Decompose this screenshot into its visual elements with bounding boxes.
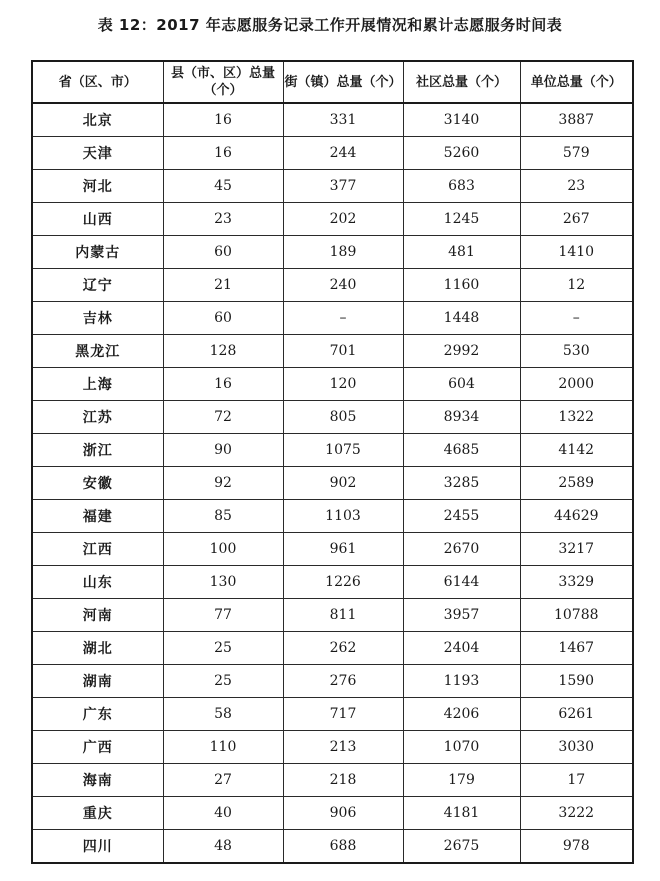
cell-street-total: 244 [283, 137, 403, 170]
table-row [32, 764, 633, 797]
cell-community-total: 683 [403, 170, 520, 203]
cell-county-total: 100 [163, 533, 283, 566]
table-row [32, 170, 633, 203]
header-region: 省（区、市） [32, 61, 163, 103]
table-row [32, 269, 633, 302]
table-row [32, 368, 633, 401]
cell-unit-total: 23 [520, 170, 633, 203]
cell-county-total: 16 [163, 137, 283, 170]
cell-street-total: 331 [283, 103, 403, 137]
cell-unit-total: 6261 [520, 698, 633, 731]
table-row [32, 797, 633, 830]
header-community-total: 社区总量（个） [403, 61, 520, 103]
header-street-total: 街（镇）总量（个） [283, 61, 403, 103]
table-row [32, 467, 633, 500]
cell-street-total: 240 [283, 269, 403, 302]
cell-county-total: 85 [163, 500, 283, 533]
cell-unit-total: 3217 [520, 533, 633, 566]
cell-county-total: 60 [163, 236, 283, 269]
cell-unit-total: 12 [520, 269, 633, 302]
cell-community-total: 1193 [403, 665, 520, 698]
cell-region: 天津 [32, 137, 163, 170]
cell-county-total: 48 [163, 830, 283, 864]
cell-community-total: 4685 [403, 434, 520, 467]
table-row [32, 533, 633, 566]
cell-region: 河南 [32, 599, 163, 632]
cell-county-total: 110 [163, 731, 283, 764]
cell-region: 上海 [32, 368, 163, 401]
cell-community-total: 3957 [403, 599, 520, 632]
cell-community-total: 1448 [403, 302, 520, 335]
cell-county-total: 92 [163, 467, 283, 500]
table-row [32, 500, 633, 533]
cell-community-total: 604 [403, 368, 520, 401]
cell-street-total: 902 [283, 467, 403, 500]
cell-unit-total: 579 [520, 137, 633, 170]
cell-county-total: 25 [163, 665, 283, 698]
cell-region: 江苏 [32, 401, 163, 434]
table-row [32, 665, 633, 698]
cell-region: 内蒙古 [32, 236, 163, 269]
cell-street-total: 1103 [283, 500, 403, 533]
cell-county-total: 60 [163, 302, 283, 335]
cell-community-total: 4206 [403, 698, 520, 731]
cell-unit-total: 17 [520, 764, 633, 797]
cell-community-total: 1070 [403, 731, 520, 764]
table-row [32, 434, 633, 467]
cell-street-total: 1226 [283, 566, 403, 599]
cell-unit-total: 1590 [520, 665, 633, 698]
table-row [32, 236, 633, 269]
cell-region: 安徽 [32, 467, 163, 500]
cell-county-total: 25 [163, 632, 283, 665]
cell-county-total: 128 [163, 335, 283, 368]
cell-county-total: 90 [163, 434, 283, 467]
cell-unit-total: 10788 [520, 599, 633, 632]
table-row [32, 401, 633, 434]
cell-unit-total: 1410 [520, 236, 633, 269]
cell-street-total: 189 [283, 236, 403, 269]
cell-unit-total: 2589 [520, 467, 633, 500]
cell-community-total: 4181 [403, 797, 520, 830]
cell-unit-total: 1467 [520, 632, 633, 665]
cell-region: 福建 [32, 500, 163, 533]
cell-street-total: 202 [283, 203, 403, 236]
cell-community-total: 2670 [403, 533, 520, 566]
cell-community-total: 2992 [403, 335, 520, 368]
cell-street-total: 906 [283, 797, 403, 830]
cell-community-total: 2404 [403, 632, 520, 665]
cell-region: 黑龙江 [32, 335, 163, 368]
cell-county-total: 58 [163, 698, 283, 731]
cell-unit-total: 3887 [520, 103, 633, 137]
header-row [32, 61, 633, 103]
cell-region: 辽宁 [32, 269, 163, 302]
cell-unit-total: 978 [520, 830, 633, 864]
table-row [32, 731, 633, 764]
cell-region: 四川 [32, 830, 163, 864]
cell-region: 吉林 [32, 302, 163, 335]
table-title: 表 12：2017 年志愿服务记录工作开展情况和累计志愿服务时间表 [97, 16, 563, 34]
cell-street-total: 805 [283, 401, 403, 434]
cell-unit-total: 267 [520, 203, 633, 236]
cell-community-total: 3285 [403, 467, 520, 500]
table-row [32, 599, 633, 632]
cell-street-total: 701 [283, 335, 403, 368]
cell-county-total: 16 [163, 368, 283, 401]
cell-community-total: 3140 [403, 103, 520, 137]
cell-region: 广西 [32, 731, 163, 764]
table-row [32, 302, 633, 335]
cell-community-total: 5260 [403, 137, 520, 170]
cell-county-total: 72 [163, 401, 283, 434]
header-county-total: 县（市、区）总量（个） [163, 61, 283, 103]
cell-community-total: 1160 [403, 269, 520, 302]
cell-unit-total: 44629 [520, 500, 633, 533]
cell-region: 山东 [32, 566, 163, 599]
table-body [32, 103, 633, 863]
cell-region: 北京 [32, 103, 163, 137]
cell-street-total: 377 [283, 170, 403, 203]
table-row [32, 103, 633, 137]
data-table [31, 60, 634, 864]
cell-region: 重庆 [32, 797, 163, 830]
cell-county-total: 16 [163, 103, 283, 137]
header-unit-total: 单位总量（个） [520, 61, 633, 103]
cell-unit-total: 4142 [520, 434, 633, 467]
cell-unit-total: 2000 [520, 368, 633, 401]
cell-street-total: 262 [283, 632, 403, 665]
cell-community-total: 8934 [403, 401, 520, 434]
cell-street-total: 213 [283, 731, 403, 764]
cell-street-total: 961 [283, 533, 403, 566]
cell-county-total: 40 [163, 797, 283, 830]
cell-community-total: 2455 [403, 500, 520, 533]
cell-region: 海南 [32, 764, 163, 797]
cell-street-total: 276 [283, 665, 403, 698]
cell-region: 河北 [32, 170, 163, 203]
table-row [32, 632, 633, 665]
cell-region: 江西 [32, 533, 163, 566]
cell-county-total: 45 [163, 170, 283, 203]
cell-community-total: 481 [403, 236, 520, 269]
cell-unit-total: 1322 [520, 401, 633, 434]
cell-region: 广东 [32, 698, 163, 731]
cell-county-total: 21 [163, 269, 283, 302]
cell-unit-total: 530 [520, 335, 633, 368]
cell-community-total: 2675 [403, 830, 520, 864]
cell-street-total: 717 [283, 698, 403, 731]
cell-county-total: 130 [163, 566, 283, 599]
cell-community-total: 6144 [403, 566, 520, 599]
cell-unit-total: – [520, 302, 633, 335]
cell-region: 山西 [32, 203, 163, 236]
cell-community-total: 179 [403, 764, 520, 797]
table-row [32, 203, 633, 236]
cell-street-total: – [283, 302, 403, 335]
cell-region: 湖南 [32, 665, 163, 698]
cell-street-total: 218 [283, 764, 403, 797]
cell-region: 湖北 [32, 632, 163, 665]
cell-unit-total: 3030 [520, 731, 633, 764]
cell-county-total: 27 [163, 764, 283, 797]
table-row [32, 137, 633, 170]
table-header [32, 61, 633, 103]
cell-county-total: 23 [163, 203, 283, 236]
cell-community-total: 1245 [403, 203, 520, 236]
table-row [32, 698, 633, 731]
cell-unit-total: 3329 [520, 566, 633, 599]
cell-region: 浙江 [32, 434, 163, 467]
cell-county-total: 77 [163, 599, 283, 632]
table-row [32, 566, 633, 599]
cell-street-total: 1075 [283, 434, 403, 467]
table-row [32, 830, 633, 864]
cell-unit-total: 3222 [520, 797, 633, 830]
cell-street-total: 120 [283, 368, 403, 401]
cell-street-total: 811 [283, 599, 403, 632]
table-row [32, 335, 633, 368]
cell-street-total: 688 [283, 830, 403, 864]
